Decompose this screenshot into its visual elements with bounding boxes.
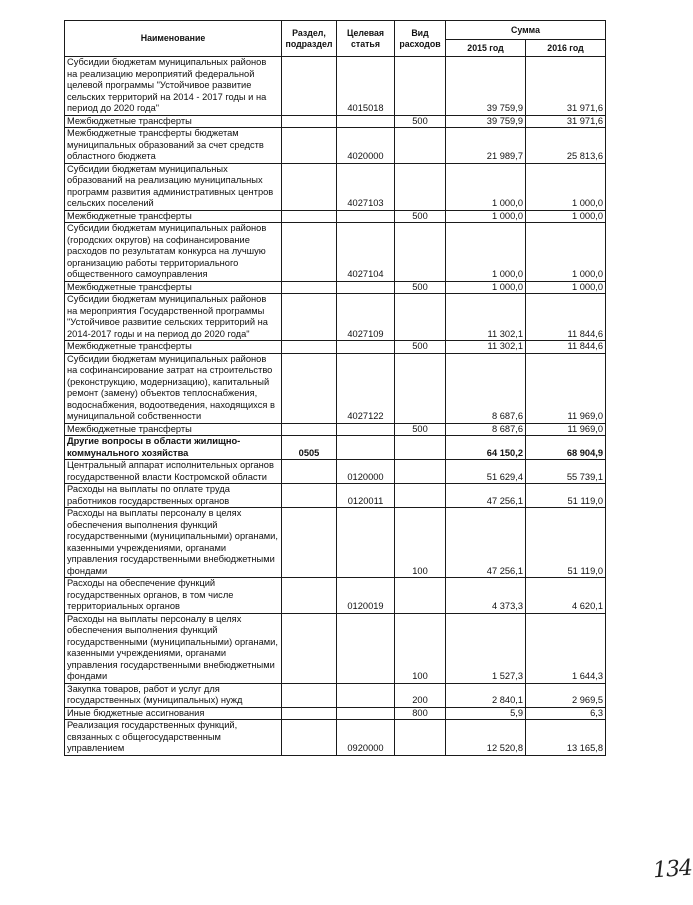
- row-2016-cell: 11 969,0: [526, 353, 606, 423]
- row-2015-cell: 47 256,1: [446, 484, 526, 508]
- row-target-cell: 4020000: [337, 128, 395, 164]
- row-section-cell: [282, 210, 337, 223]
- table-row: [65, 436, 606, 460]
- row-target-cell: 0120019: [337, 578, 395, 614]
- table-row: [65, 707, 606, 720]
- row-name-cell: Закупка товаров, работ и услуг для государственных (муниципальных) нужд: [65, 683, 282, 707]
- row-2016-cell: 51 119,0: [526, 508, 606, 578]
- row-name-cell: Межбюджетные трансферты: [65, 341, 282, 354]
- row-name-cell: Субсидии бюджетам муниципальных районов (городских округов) на софинансирование расходов по результатам конкурса на лучшую организацию работы территориального общественного самоуправления: [65, 223, 282, 282]
- row-kind-cell: 500: [395, 281, 446, 294]
- row-2015-cell: 5,9: [446, 707, 526, 720]
- table-row: [65, 294, 606, 341]
- row-2015-cell: 8 687,6: [446, 353, 526, 423]
- row-2016-cell: 13 165,8: [526, 720, 606, 756]
- row-2016-cell: 55 739,1: [526, 460, 606, 484]
- row-2015-cell: 39 759,9: [446, 115, 526, 128]
- row-kind-cell: [395, 578, 446, 614]
- row-kind-cell: 500: [395, 210, 446, 223]
- row-section-cell: [282, 128, 337, 164]
- row-2016-cell: 1 000,0: [526, 223, 606, 282]
- table-row: [65, 163, 606, 210]
- row-2015-cell: 1 000,0: [446, 281, 526, 294]
- table-row: [65, 423, 606, 436]
- row-section-cell: [282, 720, 337, 756]
- row-kind-cell: [395, 163, 446, 210]
- row-2015-cell: 11 302,1: [446, 341, 526, 354]
- row-section-cell: [282, 223, 337, 282]
- row-section-cell: [282, 294, 337, 341]
- table-header: [65, 21, 606, 57]
- row-2015-cell: 21 989,7: [446, 128, 526, 164]
- row-2016-cell: 1 000,0: [526, 210, 606, 223]
- header-section: Раздел, подраздел: [282, 21, 337, 57]
- row-section-cell: [282, 578, 337, 614]
- row-kind-cell: 500: [395, 115, 446, 128]
- header-year-2016: 2016 год: [526, 40, 606, 57]
- header-kind: Вид расходов: [395, 21, 446, 57]
- row-kind-cell: 500: [395, 341, 446, 354]
- row-target-cell: 0120011: [337, 484, 395, 508]
- budget-table-sheet: [64, 20, 693, 884]
- row-target-cell: [337, 508, 395, 578]
- row-target-cell: [337, 423, 395, 436]
- row-section-cell: [282, 353, 337, 423]
- row-2016-cell: 6,3: [526, 707, 606, 720]
- table-row: [65, 341, 606, 354]
- row-2015-cell: 2 840,1: [446, 683, 526, 707]
- row-name-cell: Межбюджетные трансферты: [65, 115, 282, 128]
- row-kind-cell: 800: [395, 707, 446, 720]
- row-section-cell: [282, 460, 337, 484]
- row-name-cell: Межбюджетные трансферты: [65, 210, 282, 223]
- header-sum: Сумма: [446, 21, 606, 40]
- row-2016-cell: 11 844,6: [526, 294, 606, 341]
- row-kind-cell: [395, 57, 446, 116]
- table-row: [65, 683, 606, 707]
- row-target-cell: [337, 210, 395, 223]
- row-kind-cell: [395, 128, 446, 164]
- header-year-2015: 2015 год: [446, 40, 526, 57]
- row-name-cell: Субсидии бюджетам муниципальных образований на реализацию муниципальных программ развития административных центров сельских поселений: [65, 163, 282, 210]
- row-2016-cell: 68 904,9: [526, 436, 606, 460]
- row-2015-cell: 1 527,3: [446, 613, 526, 683]
- row-name-cell: Субсидии бюджетам муниципальных районов на софинансирование затрат на строительство (реконструкцию, модернизацию), капитальный ремонт (замену) объектов теплоснабжения, водоснабжения, водоотведения, находящихся в муниципальной собственности: [65, 353, 282, 423]
- row-name-cell: Расходы на обеспечение функций государственных органов, в том числе территориальных органов: [65, 578, 282, 614]
- row-target-cell: 4027122: [337, 353, 395, 423]
- row-target-cell: 0120000: [337, 460, 395, 484]
- row-name-cell: Межбюджетные трансферты: [65, 281, 282, 294]
- row-section-cell: [282, 281, 337, 294]
- header-target: Целевая статья: [337, 21, 395, 57]
- row-kind-cell: 100: [395, 613, 446, 683]
- row-target-cell: 4015018: [337, 57, 395, 116]
- row-kind-cell: [395, 223, 446, 282]
- row-kind-cell: [395, 294, 446, 341]
- row-2015-cell: 47 256,1: [446, 508, 526, 578]
- row-2015-cell: 39 759,9: [446, 57, 526, 116]
- row-target-cell: [337, 341, 395, 354]
- row-section-cell: [282, 163, 337, 210]
- row-2015-cell: 64 150,2: [446, 436, 526, 460]
- row-target-cell: 4027103: [337, 163, 395, 210]
- row-2016-cell: 31 971,6: [526, 115, 606, 128]
- table-row: [65, 578, 606, 614]
- row-kind-cell: 500: [395, 423, 446, 436]
- table-row: [65, 281, 606, 294]
- row-target-cell: [337, 436, 395, 460]
- row-name-cell: Иные бюджетные ассигнования: [65, 707, 282, 720]
- row-2016-cell: 2 969,5: [526, 683, 606, 707]
- row-2016-cell: 1 644,3: [526, 613, 606, 683]
- row-kind-cell: [395, 436, 446, 460]
- row-kind-cell: [395, 353, 446, 423]
- row-name-cell: Субсидии бюджетам муниципальных районов на реализацию мероприятий федеральной целевой программы "Устойчивое развитие сельских территорий на 2014 - 2017 годы и на период до 2020 года": [65, 57, 282, 116]
- row-target-cell: 0920000: [337, 720, 395, 756]
- row-section-cell: [282, 683, 337, 707]
- row-name-cell: Расходы на выплаты персоналу в целях обеспечения выполнения функций государственными (муниципальными) органами, казенными учреждениями, органами управления государственными внебюджетными фондами: [65, 508, 282, 578]
- row-section-cell: [282, 508, 337, 578]
- row-2016-cell: 51 119,0: [526, 484, 606, 508]
- table-row: [65, 508, 606, 578]
- row-2016-cell: 11 969,0: [526, 423, 606, 436]
- row-section-cell: [282, 423, 337, 436]
- row-name-cell: Межбюджетные трансферты: [65, 423, 282, 436]
- row-kind-cell: 200: [395, 683, 446, 707]
- row-2016-cell: 1 000,0: [526, 281, 606, 294]
- table-row: [65, 613, 606, 683]
- row-kind-cell: 100: [395, 508, 446, 578]
- row-target-cell: 4027104: [337, 223, 395, 282]
- row-2015-cell: 12 520,8: [446, 720, 526, 756]
- row-2016-cell: 31 971,6: [526, 57, 606, 116]
- row-2015-cell: 51 629,4: [446, 460, 526, 484]
- header-name: Наименование: [65, 21, 282, 57]
- row-2015-cell: 11 302,1: [446, 294, 526, 341]
- row-section-cell: [282, 341, 337, 354]
- row-name-cell: Другие вопросы в области жилищно-коммунального хозяйства: [65, 436, 282, 460]
- row-target-cell: 4027109: [337, 294, 395, 341]
- row-2016-cell: 25 813,6: [526, 128, 606, 164]
- table-row: [65, 223, 606, 282]
- row-target-cell: [337, 683, 395, 707]
- row-section-cell: 0505: [282, 436, 337, 460]
- row-2015-cell: 8 687,6: [446, 423, 526, 436]
- table-row: [65, 57, 606, 116]
- row-2015-cell: 1 000,0: [446, 210, 526, 223]
- table-row: [65, 210, 606, 223]
- row-target-cell: [337, 707, 395, 720]
- row-section-cell: [282, 57, 337, 116]
- table-row: [65, 353, 606, 423]
- row-name-cell: Субсидии бюджетам муниципальных районов на мероприятия Государственной программы "Устойчивое развитие сельских территорий на 2014-2017 годы и на период до 2020 года": [65, 294, 282, 341]
- row-2015-cell: 1 000,0: [446, 223, 526, 282]
- table-row: [65, 115, 606, 128]
- row-name-cell: Расходы на выплаты персоналу в целях обеспечения выполнения функций государственными (муниципальными) органами, казенными учреждениями, органами управления государственными внебюджетными фондами: [65, 613, 282, 683]
- row-kind-cell: [395, 460, 446, 484]
- row-section-cell: [282, 707, 337, 720]
- row-kind-cell: [395, 484, 446, 508]
- row-2015-cell: 4 373,3: [446, 578, 526, 614]
- table-row: [65, 460, 606, 484]
- table-row: [65, 484, 606, 508]
- row-2016-cell: 4 620,1: [526, 578, 606, 614]
- row-target-cell: [337, 613, 395, 683]
- row-2015-cell: 1 000,0: [446, 163, 526, 210]
- row-name-cell: Центральный аппарат исполнительных органов государственной власти Костромской области: [65, 460, 282, 484]
- row-section-cell: [282, 613, 337, 683]
- row-name-cell: Реализация государственных функций, связанных с общегосударственным управлением: [65, 720, 282, 756]
- page-number: 134: [652, 855, 693, 884]
- row-name-cell: Расходы на выплаты по оплате труда работников государственных органов: [65, 484, 282, 508]
- table-row: [65, 720, 606, 756]
- table-row: [65, 128, 606, 164]
- row-target-cell: [337, 115, 395, 128]
- row-2016-cell: 1 000,0: [526, 163, 606, 210]
- row-name-cell: Межбюджетные трансферты бюджетам муниципальных образований за счет средств областного бюджета: [65, 128, 282, 164]
- row-section-cell: [282, 115, 337, 128]
- row-target-cell: [337, 281, 395, 294]
- row-section-cell: [282, 484, 337, 508]
- row-2016-cell: 11 844,6: [526, 341, 606, 354]
- table-body: [65, 57, 606, 756]
- budget-table: [64, 20, 606, 756]
- row-kind-cell: [395, 720, 446, 756]
